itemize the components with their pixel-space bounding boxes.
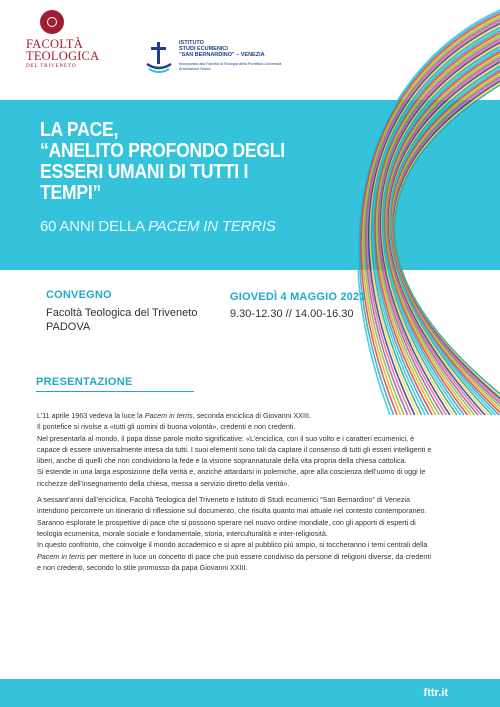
fttr-logo-line2: TEOLOGICA — [26, 49, 100, 63]
event-time: 9.30-12.30 // 14.00-16.30 — [230, 308, 354, 320]
fttr-logo-line1: FACOLTÀ — [26, 37, 83, 51]
presentation-text — [37, 410, 435, 573]
issm-line1: ISTITUTO STUDI ECUMENICI — [179, 40, 228, 52]
page-title: LA PACE, “ANELITO PROFONDO DEGLI ESSERI UMANI DI TUTTI I TEMPI” — [40, 119, 285, 204]
section-divider — [36, 391, 194, 392]
page-subtitle: 60 ANNI DELLA PACEM IN TERRIS — [40, 218, 276, 235]
seal-icon — [40, 10, 64, 34]
event-label: CONVEGNO — [46, 289, 112, 301]
issm-logo-icon — [145, 42, 173, 76]
paragraph: L’11 aprile 1963 vedeva la luce la Pacem in terris, seconda enciclica di Giovanni XXIII. — [37, 411, 311, 420]
fttr-logo-line3: DEL TRIVENETO — [26, 63, 77, 69]
event-date: GIOVEDÌ 4 MAGGIO 2023 — [230, 291, 366, 303]
issm-line3: "SAN BERNARDINO" – VENEZIA — [179, 52, 265, 58]
issm-note: Incorporato alla Facoltà di Teologia della Pontificia Università Antonianum Roma — [179, 62, 282, 71]
colorful-ribbons-graphic — [270, 0, 500, 420]
paragraph: A sessant’anni dall’enciclica, Facoltà Teologica del Triveneto e Istituto di Studi ecumenici “San Bernardino” di Venezia intendono percorrere un itinerario di riflessione sul documento, che risulta quanto mai attuale nel contesto contemporaneo. — [37, 495, 427, 516]
fttr-logo — [26, 10, 106, 69]
paragraph: Nel presentarla al mondo, il papa disse parole molto significative: «L’enciclica, con il suo volto e i caratteri ecumenici, è capace di essere universalmente intesa da tutti. I suoi elementi sono tali da captare il consenso di tutti gli esseri intelligenti e liberi, anche di quelli che non condividono la fede e la visione soprannaturale della vita propria della chiesa cattolica. — [37, 433, 432, 466]
paragraph: Saranno esplorate le prospettive di pace che si possono sperare nel nuovo ordine mondiale, con gli apporti di esperti di teologia ecumenica, morale sociale e fondamentale, storia, interculturalità e inter-religiosità. — [37, 517, 416, 538]
section-heading: PRESENTAZIONE — [36, 376, 133, 388]
event-venue: Facoltà Teologica del Triveneto PADOVA — [46, 307, 198, 333]
paragraph: Il pontefice si rivolse a «tutti gli uomini di buona volontà», credenti e non credenti. — [37, 422, 296, 432]
paragraph: Si estende in una larga esposizione della verità e, anziché attardarsi in polemiche, apre alla coscienza dell’uomo di oggi le ricchezze dell’insegnamento della chiesa, messa a servizio diretto della verità». — [37, 467, 426, 488]
website-link[interactable]: fttr.it — [423, 687, 448, 699]
paragraph: In questo confronto, che coinvolge il mondo accademico e si apre al pubblico più ampio, si toccheranno i temi centrali della Pacem in terris per mettere in luce un concetto di pace che può essere condiviso da persone di religioni diverse, da credenti e non credenti, secondo lo stile promosso da papa Giovanni XXIII. — [37, 540, 431, 572]
